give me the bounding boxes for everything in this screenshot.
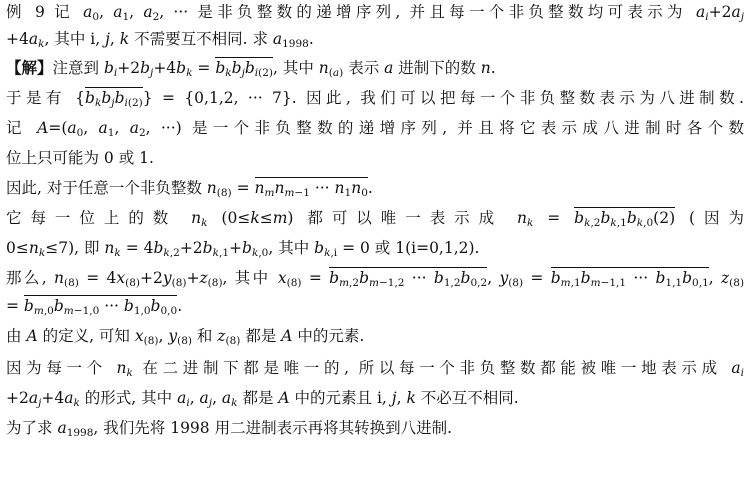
solution-line-form: $+2a_j+4a_k$ 的形式, 其中 $a_i$, $a_j$, $a_k$ 都是 A 中的元素且 i, j, k 不必互不相同.	[6, 389, 519, 409]
solution-line-any-n: 因此, 对于任意一个非负整数 $n_{(8)} = n_mn_{m-1}$ ··· $n_1n_0$.	[6, 179, 373, 199]
solution-label: 【解】	[6, 58, 53, 77]
problem-statement-line-1: 例 9 记 $a_0$, $a_1$, $a_2$, ··· 是非负整数的递增序列, 并且每一个非负整数均可表示为 $a_i+2a_j$	[6, 3, 744, 23]
solution-line-digits: 位上只可能为 0 或 1.	[6, 149, 154, 167]
solution-line-octal: 于是有 $\{b_kb_jb_{i(2)}\} = \{0,1,2$, ··· 7}. 因此, 我们可以把每一个非负整数表示为八进制数.	[6, 89, 744, 109]
solution-line-goal: 为了求 $a_{1998}$, 我们先将 1998 用二进制表示再将其转换到八进制.	[6, 419, 453, 439]
solution-line-binary-expansion: $0\le n_k\le 7$), 即 $n_k = 4b_{k,2}+2b_{k,1}+b_{k,0}$, 其中 $b_{k,i} = 0$ 或 1(i=0,1,2).	[6, 239, 480, 259]
solution-line-decomposition: 那么, $n_{(8)} = 4x_{(8)}+2y_{(8)}+z_{(8)}$, 其中 $x_{(8)} = b_{m,2}b_{m-1,2}$ ··· $b_{1,2}b_{0,2}$, $y_{(8)} = b_{m,1}b_{m-1,1}$ ··· $b_{1,1}b_{0,1}$, $z_{(8)}$	[6, 269, 745, 289]
problem-statement-line-2: $+4a_k$, 其中 i, j, k 不需要互不相同. 求 $a_{1998}$.	[6, 30, 314, 50]
solution-line-each-digit: 它每一位上的数 $n_k$ (0≤k≤m) 都可以唯一表示成 $n_k = b_{k,2}b_{k,1}b_{k,0}(2)$ (因为	[6, 209, 744, 229]
solution-line-membership: 由 A 的定义, 可知 $x_{(8)}$, $y_{(8)}$ 和 $z_{(8)}$ 都是 A 中的元素.	[6, 327, 365, 347]
solution-line-uniqueness: 因为每一个 $n_k$ 在二进制下都是唯一的, 所以每一个非负整数都能被唯一地表示成 $a_i$	[6, 359, 744, 379]
solution-heading-line: 【解】注意到 $b_i+2b_j+4b_k = b_kb_jb_{i(2)}$, 其中 $n_{(a)}$ 表示 a 进制下的数 n.	[6, 58, 496, 79]
solution-line-define-a: 记 $A=(a_0$, $a_1$, $a_2$, ···) 是一个非负整数的递增序列, 并且将它表示成八进制时各个数	[6, 119, 745, 139]
solution-line-z-value: = $b_{m,0}b_{m-1,0}$ ··· $b_{1,0}b_{0,0}$.	[6, 297, 183, 317]
